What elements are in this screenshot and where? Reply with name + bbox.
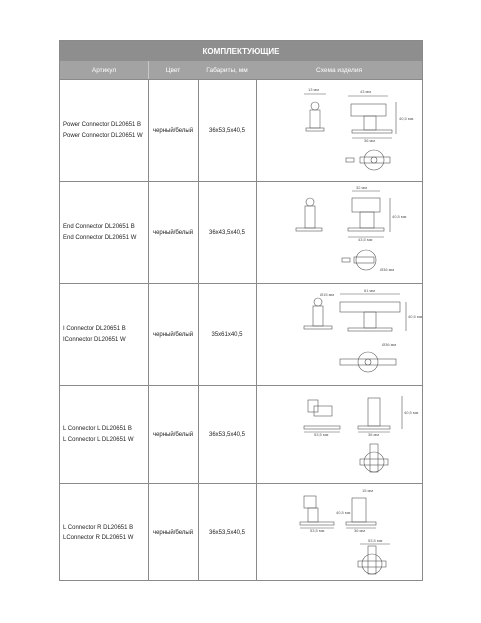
scheme-drawing <box>256 386 422 483</box>
dim-label: Ø15 мм <box>320 292 335 297</box>
article-code-black: End Connector DL20651 B <box>63 224 135 231</box>
table-row <box>60 181 422 283</box>
dimensions-cell: 36х53,5х40,5 <box>208 431 246 438</box>
dim-label: 40,5 мм <box>408 314 422 319</box>
dim-label: Ø36 мм <box>382 342 397 347</box>
dimensions-cell: 36х43,5х40,5 <box>208 229 246 236</box>
column-divider <box>148 79 149 580</box>
dim-label: 43,5 мм <box>358 237 373 242</box>
table-header <box>60 61 422 79</box>
dim-label: 43 мм <box>360 89 372 94</box>
col-header-scheme: Схема изделия <box>316 66 362 74</box>
scheme-drawing <box>256 182 422 283</box>
table-row <box>60 385 422 483</box>
table-row <box>60 283 422 385</box>
header-divider <box>148 61 149 79</box>
dim-label: 53,5 мм <box>314 432 329 437</box>
article-cell <box>60 182 148 283</box>
dimensions-cell: 36х53,5х40,5 <box>208 530 246 536</box>
dim-label: Ø36 мм <box>380 267 395 272</box>
article-code-black: L Connector R DL20651 B <box>63 524 134 531</box>
dim-label: 53,5 мм <box>368 538 383 543</box>
components-table <box>59 40 423 581</box>
dim-label: 36 мм <box>368 432 380 437</box>
dim-label: 53,5 мм <box>310 528 325 533</box>
scheme-drawing <box>256 284 422 385</box>
color-cell: черный/белый <box>152 127 194 134</box>
dim-label: 40,5 мм <box>404 410 419 415</box>
table-row <box>60 79 422 181</box>
dim-label: 13 мм <box>308 87 320 92</box>
col-header-article: Артикул <box>91 66 117 74</box>
article-code-white: L Connector L DL20651 W <box>63 436 134 443</box>
color-cell: черный/белый <box>152 331 194 338</box>
article-code-white: End Connector DL20651 W <box>63 234 137 241</box>
article-code-black: Power Connector DL20651 B <box>63 122 142 129</box>
dim-label: 36 мм <box>364 138 376 143</box>
scheme-drawing <box>256 484 422 582</box>
article-cell <box>60 484 148 582</box>
article-code-white: Power Connector DL20651 W <box>63 132 143 139</box>
article-cell <box>60 284 148 385</box>
column-divider <box>198 79 199 580</box>
article-code-white: LConnector R DL20651 W <box>63 535 134 541</box>
color-cell: черный/белый <box>152 530 194 536</box>
col-header-color: Цвет <box>165 66 181 74</box>
dim-label: 40,5 мм <box>336 510 351 515</box>
col-header-dimensions: Габариты, мм <box>206 66 248 74</box>
column-divider <box>256 79 257 580</box>
article-code-black: I Connector DL20651 B <box>63 326 126 333</box>
dim-label: 36 мм <box>354 528 366 533</box>
table-title: КОМПЛЕКТУЮЩИЕ <box>60 41 422 61</box>
article-code-white: IConnector DL20651 W <box>63 336 126 343</box>
dim-label: 61 мм <box>364 288 376 293</box>
dim-label: 32 мм <box>356 185 368 190</box>
dim-label: 40,5 мм <box>392 214 407 219</box>
article-code-black: L Connector L DL20651 B <box>63 426 132 433</box>
dimensions-cell: 35х61х40,5 <box>211 331 243 338</box>
article-cell <box>60 386 148 483</box>
dim-label: 15 мм <box>362 488 374 493</box>
table-row <box>60 483 422 582</box>
dimensions-cell: 36х53,5х40,5 <box>208 127 246 134</box>
color-cell: черный/белый <box>152 431 194 438</box>
color-cell: черный/белый <box>152 229 194 236</box>
scheme-drawing <box>256 80 422 181</box>
dim-label: 40,5 мм <box>399 116 414 121</box>
article-cell <box>60 80 148 181</box>
